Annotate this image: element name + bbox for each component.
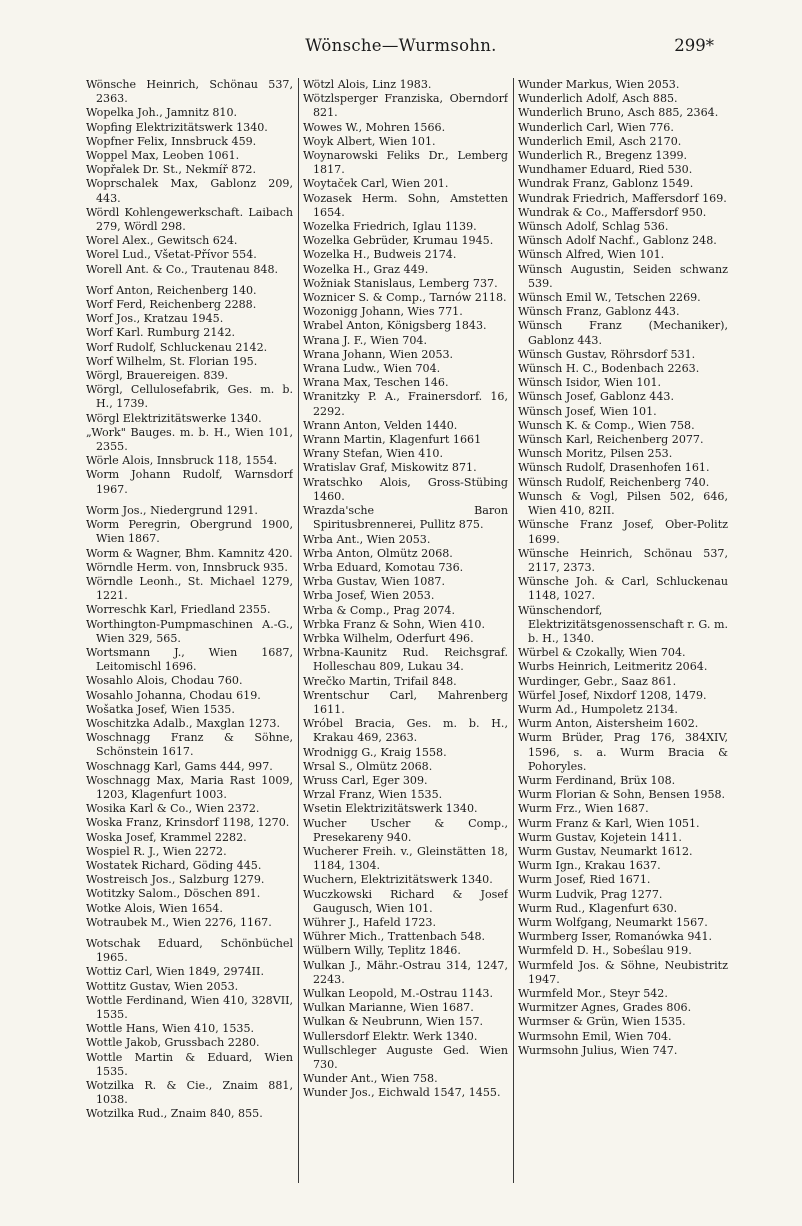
directory-entry: Wrann Martin, Klagenfurt 1661 bbox=[303, 433, 482, 447]
directory-entry: Wrsal S., Olmütz 2068. bbox=[303, 759, 433, 773]
directory-entry: Wowes W., Mohren 1566. bbox=[303, 120, 446, 134]
directory-entry: Wünsch Franz, Gablonz 443. bbox=[518, 305, 680, 319]
column-1 bbox=[86, 78, 293, 1183]
directory-entry: Wrana Johann, Wien 2053. bbox=[303, 347, 454, 361]
directory-entry: Wrba Ant., Wien 2053. bbox=[303, 532, 431, 546]
directory-entry: Wunsch K. & Comp., Wien 758. bbox=[518, 418, 695, 432]
directory-entry: Wurbs Heinrich, Leitmeritz 2064. bbox=[518, 660, 708, 674]
directory-entry: Wurm Gustav, Kojetein 1411. bbox=[518, 830, 682, 844]
directory-entry: Wurmitzer Agnes, Grades 806. bbox=[518, 1001, 692, 1015]
directory-entry: Wundrak Friedrich, Maffersdorf 169. bbox=[518, 191, 727, 205]
directory-entry: „Work" Bauges. m. b. H., Wien 101, 2355. bbox=[86, 425, 293, 454]
directory-entry: Würfel Josef, Nixdorf 1208, 1479. bbox=[518, 688, 707, 702]
directory-entry: Wurm Franz & Karl, Wien 1051. bbox=[518, 816, 700, 830]
directory-entry: Wünsch Isidor, Wien 101. bbox=[518, 376, 662, 390]
directory-entry: Wunderlich Adolf, Asch 885. bbox=[518, 92, 678, 106]
directory-entry: Woyk Albert, Wien 101. bbox=[303, 134, 436, 148]
directory-entry: Wunderlich R., Bregenz 1399. bbox=[518, 149, 688, 163]
directory-entry: Wosika Karl & Co., Wien 2372. bbox=[86, 802, 260, 816]
directory-entry: Wrečko Martin, Trifail 848. bbox=[303, 674, 457, 688]
directory-entry: Wospiel R. J., Wien 2272. bbox=[86, 844, 227, 858]
directory-entry: Woschitzka Adalb., Maxglan 1273. bbox=[86, 716, 280, 730]
directory-entry: Wopfner Felix, Innsbruck 459. bbox=[86, 134, 257, 148]
directory-entry: Wozelka Gebrüder, Krumau 1945. bbox=[303, 234, 494, 248]
directory-entry: Worf Ferd, Reichenberg 2288. bbox=[86, 298, 257, 312]
directory-entry: Wozelka Friedrich, Iglau 1139. bbox=[303, 220, 477, 234]
directory-entry: Wörgl, Cellulosefabrik, Ges. m. b. H., 1739. bbox=[86, 383, 293, 411]
directory-entry: Wunder Jos., Eichwald 1547, 1455. bbox=[303, 1086, 501, 1100]
directory-entry: Wrbka Franz & Sohn, Wien 410. bbox=[303, 617, 486, 631]
directory-entry: Wullersdorf Elektr. Werk 1340. bbox=[303, 1029, 478, 1043]
directory-entry: Wurmfeld Jos. & Söhne, Neubistritz 1947. bbox=[518, 958, 728, 986]
directory-entry: Wotke Alois, Wien 1654. bbox=[86, 901, 223, 915]
directory-entry: Worf Anton, Reichenberg 140. bbox=[86, 283, 257, 297]
directory-entry: Wörndle Herm. von, Innsbruck 935. bbox=[86, 560, 288, 574]
directory-entry: Wrbna-Kaunitz Rud. Reichsgraf. Holleschau 809, Lukau 34. bbox=[303, 646, 508, 674]
directory-entry: Worthington-Pumpmaschinen A.-G., Wien 329, 565. bbox=[86, 617, 293, 645]
directory-entry: Wührer J., Hafeld 1723. bbox=[303, 915, 436, 929]
directory-entry: Wünsch Karl, Reichenberg 2077. bbox=[518, 433, 704, 447]
directory-entry: Wührer Mich., Trattenbach 548. bbox=[303, 930, 486, 944]
directory-entry: Wurm Frz., Wien 1687. bbox=[518, 802, 649, 816]
directory-entry: Wurm Anton, Aistersheim 1602. bbox=[518, 717, 699, 731]
directory-entry: Wruss Carl, Eger 309. bbox=[303, 773, 428, 787]
directory-entry: Worm Johann Rudolf, Warnsdorf 1967. bbox=[86, 468, 293, 496]
directory-entry: Wurm Ferdinand, Brüx 108. bbox=[518, 773, 676, 787]
directory-entry: Wopelka Joh., Jamnitz 810. bbox=[86, 106, 238, 120]
directory-entry: Wurmfeld Mor., Steyr 542. bbox=[518, 987, 668, 1000]
directory-entry: Wünsche Franz Josef, Ober-Politz 1699. bbox=[518, 518, 728, 546]
directory-entry: Wörle Alois, Innsbruck 118, 1554. bbox=[86, 454, 278, 468]
directory-entry: Wülbern Willy, Teplitz 1846. bbox=[303, 944, 461, 958]
directory-entry: Worel Alex., Gewitsch 624. bbox=[86, 234, 238, 248]
directory-entry: Wötzlsperger Franziska, Oberndorf 821. bbox=[303, 92, 508, 120]
directory-entry: Wopfing Elektrizitätswerk 1340. bbox=[86, 120, 268, 134]
directory-entry: Wrana Max, Teschen 146. bbox=[303, 376, 449, 390]
directory-entry: Wsetin Elektrizitätswerk 1340. bbox=[303, 802, 478, 816]
directory-entry: Wurm Ludvik, Prag 1277. bbox=[518, 887, 663, 901]
directory-entry: Woska Josef, Krammel 2282. bbox=[86, 830, 247, 844]
directory-entry: Wotraubek M., Wien 2276, 1167. bbox=[86, 915, 272, 929]
directory-entry: Wucher Uscher & Comp., Presekareny 940. bbox=[303, 816, 508, 844]
directory-entry: Wrann Anton, Velden 1440. bbox=[303, 418, 458, 432]
directory-entry: Wostreisch Jos., Salzburg 1279. bbox=[86, 873, 265, 887]
directory-entry: Worm Peregrin, Obergrund 1900, Wien 1867. bbox=[86, 518, 293, 546]
directory-entry: Wurm Ad., Humpoletz 2134. bbox=[518, 702, 678, 716]
directory-entry: Worel Lud., Všetat-Přívor 554. bbox=[86, 248, 257, 262]
directory-entry: Woska Franz, Krinsdorf 1198, 1270. bbox=[86, 816, 290, 830]
directory-entry: Woschnagg Karl, Gams 444, 997. bbox=[86, 759, 273, 773]
directory-entry: Wrana Ludw., Wien 704. bbox=[303, 362, 441, 376]
directory-entry: Wratschko Alois, Gross-Stübing 1460. bbox=[303, 475, 508, 503]
directory-entry: Wunsch Moritz, Pilsen 253. bbox=[518, 447, 673, 461]
directory-entry: Wunderlich Bruno, Asch 885, 2364. bbox=[518, 106, 719, 120]
directory-entry: Wurm Gustav, Neumarkt 1612. bbox=[518, 844, 693, 858]
directory-entry: Wötzl Alois, Linz 1983. bbox=[303, 78, 432, 91]
directory-entry: Wottle Martin & Eduard, Wien 1535. bbox=[86, 1050, 293, 1078]
directory-entry: Wozonigg Johann, Wies 771. bbox=[303, 305, 463, 319]
directory-entry: Wörndle Leonh., St. Michael 1279, 1221. bbox=[86, 574, 293, 603]
directory-entry: Wulkan Marianne, Wien 1687. bbox=[303, 1001, 474, 1015]
directory-entry: Wurm Rud., Klagenfurt 630. bbox=[518, 901, 678, 915]
directory-entry: Wurmsohn Julius, Wien 747. bbox=[518, 1043, 678, 1057]
directory-entry: Wünsch Adolf, Schlag 536. bbox=[518, 220, 669, 234]
directory-entry: Wurm Florian & Sohn, Bensen 1958. bbox=[518, 788, 726, 802]
directory-entry: Wuchern, Elektrizitätswerk 1340. bbox=[303, 873, 493, 887]
directory-entry: Wrodnigg G., Kraig 1558. bbox=[303, 745, 447, 759]
page-number: 299* bbox=[674, 36, 714, 55]
directory-entry: Wortsmann J., Wien 1687, Leitomischl 1696. bbox=[86, 645, 293, 674]
directory-entry: Worreschk Karl, Friedland 2355. bbox=[86, 603, 271, 617]
directory-entry: Wottitz Gustav, Wien 2053. bbox=[86, 979, 239, 993]
directory-entry: Wünsch Augustin, Seiden schwanz 539. bbox=[518, 262, 728, 290]
directory-entry: Wopřalek Dr. St., Nekmíř 872. bbox=[86, 163, 256, 177]
directory-entry: Wundhamer Eduard, Ried 530. bbox=[518, 163, 693, 177]
directory-entry: Wrba Anton, Olmütz 2068. bbox=[303, 546, 453, 560]
directory-entry: Wünsch Rudolf, Drasenhofen 161. bbox=[518, 461, 710, 475]
directory-entry: Woschnagg Max, Maria Rast 1009, 1203, Klagenfurt 1003. bbox=[86, 773, 293, 801]
directory-entry: Wosahlo Alois, Chodau 760. bbox=[86, 674, 243, 688]
column-divider bbox=[513, 78, 514, 1183]
directory-entry: Wundrak & Co., Maffersdorf 950. bbox=[518, 205, 707, 219]
column-2 bbox=[303, 78, 508, 1183]
column-3 bbox=[518, 78, 728, 1183]
directory-entry: Woytaček Carl, Wien 201. bbox=[303, 177, 449, 191]
directory-entry: Wottle Ferdinand, Wien 410, 328VII, 1535. bbox=[86, 993, 293, 1021]
directory-entry: Wunderlich Carl, Wien 776. bbox=[518, 120, 674, 134]
directory-entry: Wurmsohn Emil, Wien 704. bbox=[518, 1029, 672, 1043]
directory-columns bbox=[86, 78, 728, 1183]
directory-entry: Woprschalek Max, Gablonz 209, 443. bbox=[86, 177, 293, 205]
directory-entry: Wottle Hans, Wien 410, 1535. bbox=[86, 1022, 255, 1036]
directory-entry: Wrba Eduard, Komotau 736. bbox=[303, 560, 464, 574]
directory-entry: Worf Karl. Rumburg 2142. bbox=[86, 326, 236, 340]
directory-entry: Wurmberg Isser, Romanówka 941. bbox=[518, 930, 713, 944]
directory-entry: Wurmfeld D. H., Sobeślau 919. bbox=[518, 944, 692, 958]
directory-entry: Wulkan Leopold, M.-Ostrau 1143. bbox=[303, 987, 493, 1000]
directory-entry: Wrba & Comp., Prag 2074. bbox=[303, 603, 455, 617]
directory-entry: Wünsche Heinrich, Schönau 537, 2117, 2373. bbox=[518, 546, 728, 574]
directory-entry: Wotitzky Salom., Döschen 891. bbox=[86, 887, 261, 901]
entry-gap bbox=[86, 277, 293, 284]
directory-entry: Wotzilka R. & Cie., Znaim 881, 1038. bbox=[86, 1079, 293, 1107]
directory-entry: Wróbel Bracia, Ges. m. b. H., Krakau 469, 2363. bbox=[303, 717, 508, 745]
directory-entry: Wullschleger Auguste Ged. Wien 730. bbox=[303, 1043, 508, 1072]
directory-entry: Wünsche Joh. & Carl, Schluckenau 1148, 1027. bbox=[518, 575, 728, 603]
directory-entry: Wrabel Anton, Königsberg 1843. bbox=[303, 319, 487, 333]
directory-entry: Wörgl Elektrizitätswerke 1340. bbox=[86, 411, 262, 425]
directory-entry: Woppel Max, Leoben 1061. bbox=[86, 149, 240, 163]
directory-entry: Wrentschur Carl, Mahrenberg 1611. bbox=[303, 688, 508, 716]
directory-entry: Wünsch Alfred, Wien 101. bbox=[518, 248, 665, 262]
directory-entry: Wrba Gustav, Wien 1087. bbox=[303, 575, 445, 589]
directory-entry: Wurm Wolfgang, Neumarkt 1567. bbox=[518, 915, 708, 929]
directory-entry: Wotzilka Rud., Znaim 840, 855. bbox=[86, 1107, 263, 1121]
directory-entry: Wulkan & Neubrunn, Wien 157. bbox=[303, 1015, 484, 1029]
directory-entry: Wozelka H., Budweis 2174. bbox=[303, 248, 457, 262]
directory-entry: Wünsch Rudolf, Reichenberg 740. bbox=[518, 475, 710, 489]
directory-entry: Wratislav Graf, Miskowitz 871. bbox=[303, 461, 477, 475]
directory-entry: Wurdinger, Gebr., Saaz 861. bbox=[518, 674, 677, 688]
directory-entry: Wurm Ign., Krakau 1637. bbox=[518, 859, 661, 873]
directory-entry: Wördl Kohlengewerkschaft. Laibach 279, Wördl 298. bbox=[86, 205, 293, 234]
directory-entry: Wünschendorf, Elektrizitätsgenossenschaft r. G. m. b. H., 1340. bbox=[518, 603, 728, 645]
directory-entry: Wrzal Franz, Wien 1535. bbox=[303, 788, 443, 802]
entry-gap bbox=[86, 930, 293, 937]
page-title: Wönsche—Wurmsohn. bbox=[305, 36, 497, 55]
directory-entry: Wrba Josef, Wien 2053. bbox=[303, 589, 435, 603]
directory-entry: Wulkan J., Mähr.-Ostrau 314, 1247, 2243. bbox=[303, 958, 508, 986]
directory-entry: Wurm Brüder, Prag 176, 384XIV, 1596, s. a. Wurm Bracia & Pohoryles. bbox=[518, 731, 728, 773]
directory-entry: Worm & Wagner, Bhm. Kamnitz 420. bbox=[86, 546, 293, 560]
directory-entry: Wrana J. F., Wien 704. bbox=[303, 333, 427, 347]
directory-entry: Wotschak Eduard, Schönbüchel 1965. bbox=[86, 936, 293, 965]
directory-entry: Wurmser & Grün, Wien 1535. bbox=[518, 1015, 686, 1029]
directory-entry: Wrazda'sche Baron Spiritusbrennerei, Pullitz 875. bbox=[303, 504, 508, 532]
directory-entry: Worell Ant. & Co., Trautenau 848. bbox=[86, 262, 279, 276]
directory-entry: Wörgl, Brauereigen. 839. bbox=[86, 369, 229, 383]
entry-gap bbox=[86, 497, 293, 504]
directory-entry: Worf Jos., Kratzau 1945. bbox=[86, 312, 224, 326]
directory-entry: Wünsch Josef, Gablonz 443. bbox=[518, 390, 674, 404]
directory-entry: Wucherer Freih. v., Gleinstätten 18, 1184, 1304. bbox=[303, 844, 508, 873]
directory-entry: Wošatka Josef, Wien 1535. bbox=[86, 702, 235, 716]
directory-entry: Wünsch Emil W., Tetschen 2269. bbox=[518, 291, 701, 305]
directory-entry: Wönsche Heinrich, Schönau 537, 2363. bbox=[86, 78, 293, 106]
directory-entry: Wranitzky P. A., Frainersdorf. 16, 2292. bbox=[303, 390, 508, 418]
directory-entry: Wosahlo Johanna, Chodau 619. bbox=[86, 688, 261, 702]
directory-entry: Wünsch Josef, Wien 101. bbox=[518, 404, 657, 418]
directory-entry: Würbel & Czokally, Wien 704. bbox=[518, 646, 686, 660]
directory-entry: Wünsch Franz (Mechaniker), Gablonz 443. bbox=[518, 319, 728, 347]
directory-entry: Wottiz Carl, Wien 1849, 2974II. bbox=[86, 965, 264, 979]
directory-entry: Wozasek Herm. Sohn, Amstetten 1654. bbox=[303, 191, 508, 219]
directory-entry: Worm Jos., Niedergrund 1291. bbox=[86, 503, 258, 517]
directory-entry: Worf Rudolf, Schluckenau 2142. bbox=[86, 340, 268, 354]
directory-entry: Wünsch H. C., Bodenbach 2263. bbox=[518, 362, 700, 376]
directory-entry: Wostatek Richard, Göding 445. bbox=[86, 858, 262, 872]
directory-entry: Wuczkowski Richard & Josef Gaugusch, Wien 101. bbox=[303, 887, 508, 915]
directory-entry: Woschnagg Franz & Söhne, Schönstein 1617. bbox=[86, 731, 293, 759]
directory-entry: Wunder Ant., Wien 758. bbox=[303, 1072, 438, 1086]
directory-entry: Wurm Josef, Ried 1671. bbox=[518, 873, 651, 887]
directory-entry: Wünsch Adolf Nachf., Gablonz 248. bbox=[518, 234, 717, 248]
directory-entry: Wožniak Stanislaus, Lemberg 737. bbox=[303, 276, 498, 290]
directory-entry: Worf Wilhelm, St. Florian 195. bbox=[86, 354, 258, 368]
directory-entry: Wozelka H., Graz 449. bbox=[303, 262, 429, 276]
directory-entry: Wundrak Franz, Gablonz 1549. bbox=[518, 177, 694, 191]
directory-entry: Wottle Jakob, Grussbach 2280. bbox=[86, 1036, 260, 1050]
directory-entry: Wrbka Wilhelm, Oderfurt 496. bbox=[303, 631, 474, 645]
directory-entry: Wrany Stefan, Wien 410. bbox=[303, 447, 443, 461]
directory-entry: Wunsch & Vogl, Pilsen 502, 646, Wien 410, 82II. bbox=[518, 489, 728, 518]
page-header bbox=[0, 36, 802, 58]
directory-entry: Wunderlich Emil, Asch 2170. bbox=[518, 134, 682, 148]
directory-entry: Woynarowski Feliks Dr., Lemberg 1817. bbox=[303, 149, 508, 177]
directory-entry: Wunder Markus, Wien 2053. bbox=[518, 78, 680, 91]
directory-entry: Woznicer S. & Comp., Tarnów 2118. bbox=[303, 291, 507, 305]
column-divider bbox=[298, 78, 299, 1183]
directory-entry: Wünsch Gustav, Röhrsdorf 531. bbox=[518, 347, 696, 361]
